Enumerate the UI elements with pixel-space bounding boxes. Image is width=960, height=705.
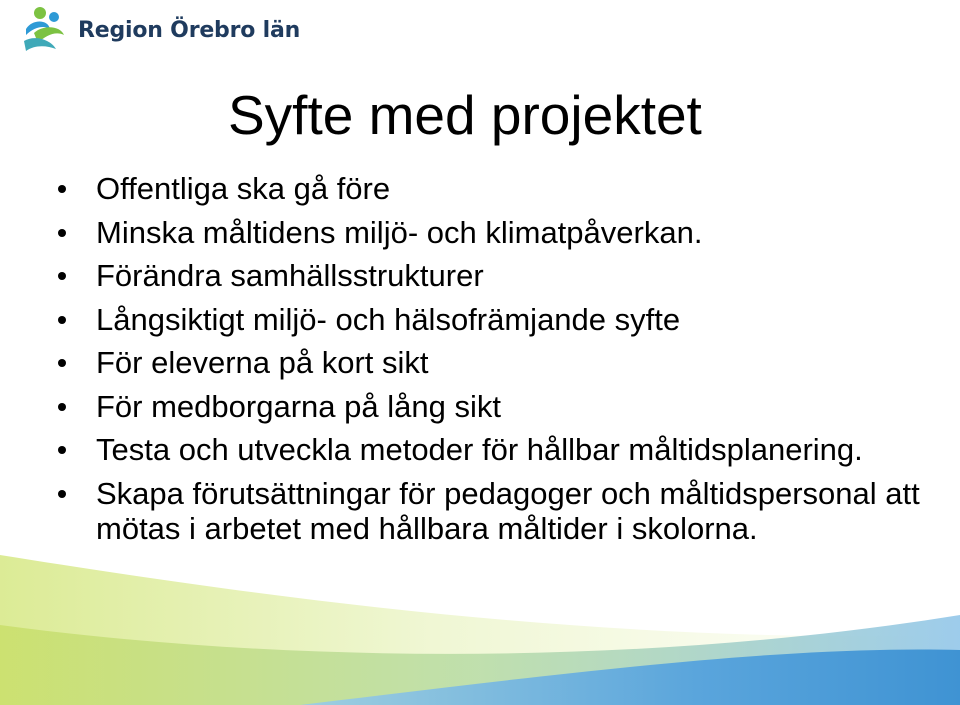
bullet-icon <box>58 403 66 411</box>
list-item <box>58 215 938 250</box>
decorative-waves <box>0 555 960 705</box>
bullet-text: Offentliga ska gå före <box>96 171 391 206</box>
bullet-text: Förändra samhällsstrukturer <box>96 258 484 293</box>
bullet-icon <box>58 272 66 280</box>
region-figure-logo-icon <box>20 5 70 55</box>
list-item <box>58 171 938 206</box>
list-item <box>58 432 938 467</box>
bullet-icon <box>58 316 66 324</box>
list-item <box>58 345 938 380</box>
list-item <box>58 302 938 337</box>
logo-text: Region Örebro län <box>78 17 301 43</box>
bullet-icon <box>58 359 66 367</box>
bullet-icon <box>58 490 66 498</box>
slide-title: Syfte med projektet <box>228 84 702 146</box>
list-item <box>58 476 938 546</box>
bullet-text: Skapa förutsättningar för pedagoger och måltidspersonal att mötas i arbetet med hållbara måltider i skolorna. <box>96 475 920 546</box>
bullet-icon <box>58 185 66 193</box>
bullet-text: Långsiktigt miljö- och hälsofrämjande syfte <box>96 301 681 337</box>
bullet-text: För eleverna på kort sikt <box>96 345 429 380</box>
bullet-icon <box>58 446 66 454</box>
bullet-list <box>58 171 938 554</box>
bullet-text: Minska måltidens miljö- och klimatpåverkan. <box>96 214 703 250</box>
list-item <box>58 258 938 293</box>
bullet-icon <box>58 229 66 237</box>
logo <box>20 4 300 56</box>
bullet-text: Testa och utveckla metoder för hållbar måltidsplanering. <box>96 432 863 467</box>
bullet-text: För medborgarna på lång sikt <box>96 388 501 424</box>
list-item <box>58 389 938 424</box>
